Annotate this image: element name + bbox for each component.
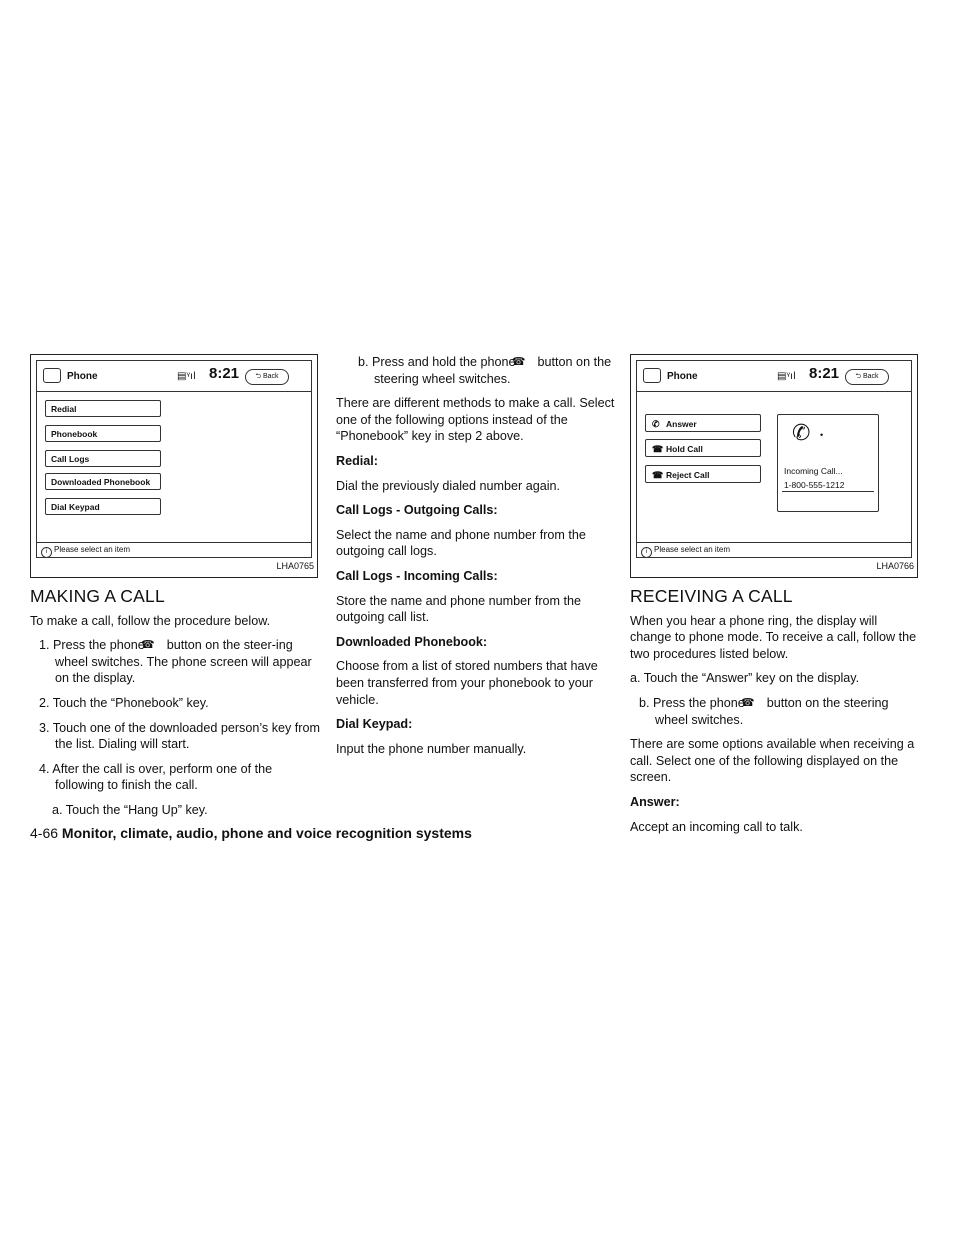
menu-call-logs-button[interactable]: Call Logs <box>45 450 161 467</box>
phone-icon: ☎ <box>740 696 755 709</box>
answer-heading: Answer: <box>630 794 680 809</box>
answer-button[interactable]: ✆ Answer <box>645 414 761 432</box>
making-call-heading: MAKING A CALL <box>30 586 165 606</box>
making-call-intro: To make a call, follow the procedure below. <box>30 613 271 628</box>
incoming-call-panel <box>777 414 879 512</box>
phone-icon: ☎ <box>511 356 526 368</box>
divider <box>782 491 874 492</box>
page-footer <box>30 825 472 841</box>
page-number: 4-66 <box>30 825 59 841</box>
section-title: Monitor, climate, audio, phone and voice recognition systems <box>61 825 472 841</box>
screen-titlebar <box>37 361 311 392</box>
back-button[interactable]: ⮌ Back <box>845 369 889 385</box>
incoming-call-text: Incoming Call... <box>784 466 843 476</box>
phone-screen <box>636 360 912 558</box>
dial-keypad-heading: Dial Keypad: <box>336 717 413 732</box>
reject-call-button[interactable]: ☎ Reject Call <box>645 465 761 483</box>
back-button[interactable]: ⮌ Back <box>245 369 289 385</box>
middle-column <box>336 354 626 765</box>
clock: 8:21 <box>209 365 240 382</box>
step-4b: b. Press and hold the phone☎ button on the steering wheel switches. <box>358 355 612 386</box>
ring-dot-icon: • <box>820 430 824 440</box>
signal-icon: ▤ᵞıl <box>177 371 196 382</box>
screen-titlebar <box>637 361 911 392</box>
clock: 8:21 <box>809 365 840 382</box>
figure-label: LHA0766 <box>876 561 914 572</box>
left-column <box>30 354 320 827</box>
caller-number: 1-800-555-1212 <box>784 480 845 490</box>
step-4a: a. Touch the “Hang Up” key. <box>52 802 208 817</box>
answer-text: Accept an incoming call to talk. <box>630 819 803 834</box>
hold-call-button[interactable]: ☎ Hold Call <box>645 439 761 457</box>
menu-redial-button[interactable]: Redial <box>45 400 161 417</box>
ringing-phone-icon: ✆ <box>792 420 811 445</box>
step-3: 3. Touch one of the downloaded person’s key from the list. Dialing will start. <box>39 720 320 752</box>
phone-menu-figure <box>30 354 318 578</box>
downloaded-heading: Downloaded Phonebook: <box>336 634 488 649</box>
methods-text: There are different methods to make a call. Select one of the following options instead of the “Phonebook” key in step 2 above. <box>336 396 615 444</box>
receiving-step-b: b. Press the phone☎ button on the steering wheel switches. <box>639 695 889 727</box>
step-2: 2. Touch the “Phonebook” key. <box>39 695 209 710</box>
phone-app-icon <box>643 368 661 383</box>
outgoing-heading: Call Logs - Outgoing Calls: <box>336 503 498 518</box>
dial-keypad-text: Input the phone number manually. <box>336 741 527 756</box>
incoming-call-figure <box>630 354 918 578</box>
incoming-heading: Call Logs - Incoming Calls: <box>336 568 498 583</box>
phone-icon: ☎ <box>140 639 155 652</box>
status-bar <box>37 542 311 557</box>
screen-title: Phone <box>67 371 98 382</box>
menu-downloaded-phonebook-button[interactable]: Downloaded Phonebook <box>45 473 161 490</box>
step-4: 4. After the call is over, perform one of the following to finish the call. <box>39 761 273 793</box>
phone-app-icon <box>43 368 61 383</box>
redial-text: Dial the previously dialed number again. <box>336 478 561 493</box>
outgoing-text: Select the name and phone number from the outgoing call logs. <box>336 527 586 559</box>
info-icon: i <box>641 547 652 558</box>
figure-label: LHA0765 <box>276 561 314 572</box>
phone-screen <box>36 360 312 558</box>
screen-title: Phone <box>667 371 698 382</box>
redial-heading: Redial: <box>336 453 378 468</box>
menu-dial-keypad-button[interactable]: Dial Keypad <box>45 498 161 515</box>
status-bar <box>637 542 911 557</box>
right-column <box>630 354 920 843</box>
receiving-call-heading: RECEIVING A CALL <box>630 586 793 606</box>
status-text: Please select an item <box>654 545 731 554</box>
info-icon: i <box>41 547 52 558</box>
options-text: There are some options available when receiving a call. Select one of the following displayed on the screen. <box>630 737 915 785</box>
receiving-step-a: a. Touch the “Answer” key on the display. <box>630 671 860 686</box>
step-1: 1. Press the phone☎ button on the steer-ing wheel switches. The phone screen will appear on the display. <box>39 638 312 686</box>
receiving-intro: When you hear a phone ring, the display will change to phone mode. To receive a call, follow the two procedures listed below. <box>630 613 917 661</box>
signal-icon: ▤ᵞıl <box>777 371 796 382</box>
hold-phone-icon: ☎ <box>652 444 664 454</box>
menu-phonebook-button[interactable]: Phonebook <box>45 425 161 442</box>
answer-phone-icon: ✆ <box>652 419 660 429</box>
reject-phone-icon: ☎ <box>652 470 664 480</box>
downloaded-text: Choose from a list of stored numbers that have been transferred from your phonebook to your vehicle. <box>336 659 598 707</box>
incoming-text: Store the name and phone number from the outgoing call list. <box>336 593 582 625</box>
status-text: Please select an item <box>54 545 131 554</box>
